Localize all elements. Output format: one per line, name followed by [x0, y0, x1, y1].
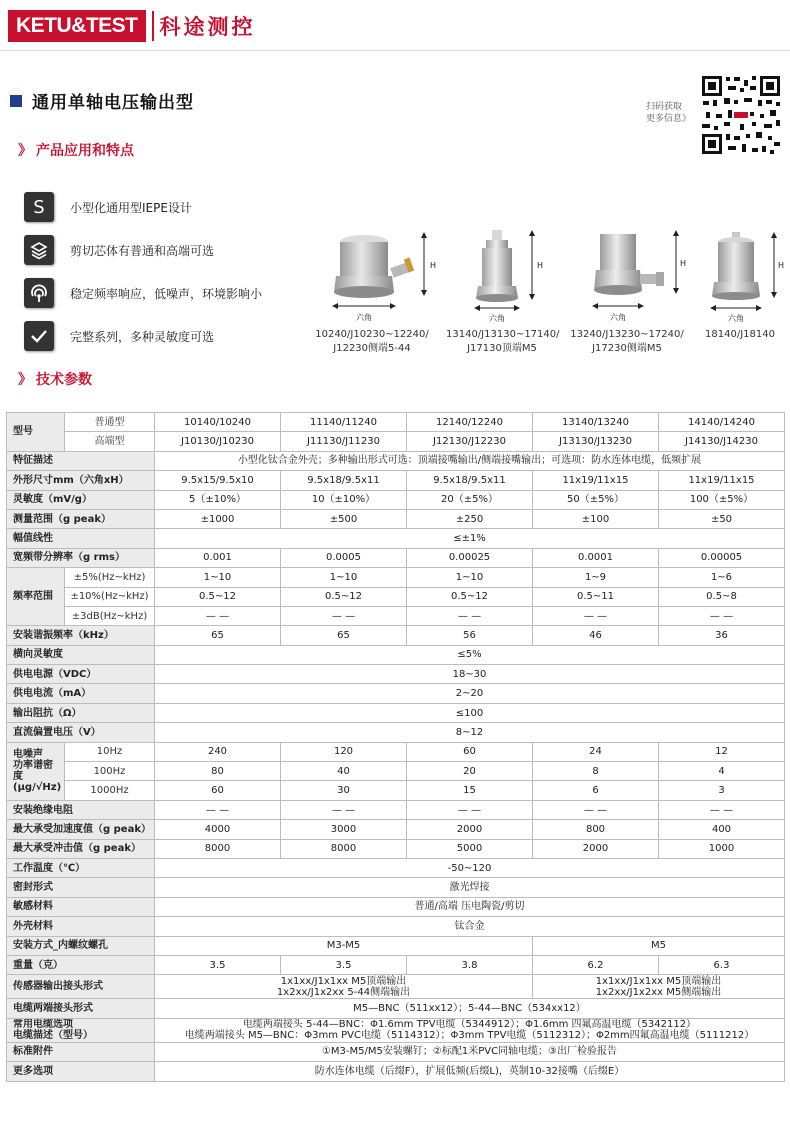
checkmark-icon — [24, 321, 54, 351]
table-cell: 0.5~11 — [533, 587, 659, 606]
product-13140-top — [446, 228, 558, 356]
row-label: 频率范围 — [7, 568, 65, 626]
table-cell: 11x19/11x15 — [659, 471, 785, 490]
sub-label: 100Hz — [65, 762, 155, 781]
table-row — [7, 703, 785, 722]
table-cell: 激光焊接 — [155, 878, 785, 897]
table-cell: 5000 — [407, 839, 533, 858]
table-cell: 6.2 — [533, 955, 659, 974]
table-cell: 2000 — [407, 820, 533, 839]
row-label: 安装谐振频率（kHz） — [7, 626, 155, 645]
noise-label-line3: (μg/√Hz) — [13, 782, 62, 794]
table-row — [7, 471, 785, 490]
brand-name-en: KETU&TEST — [8, 10, 146, 42]
table-row — [7, 820, 785, 839]
table-cell: 6.3 — [659, 955, 785, 974]
hex-dimension-label: 六角 — [489, 314, 505, 323]
row-label: 供电电源（VDC） — [7, 665, 155, 684]
table-row — [7, 975, 785, 999]
table-cell: 防水连体电缆（后缀F），扩展低频(后缀L)，英制10-32接嘴（后缀E） — [155, 1062, 785, 1081]
table-cell: — — — [407, 606, 533, 625]
cable-option-line1: 电缆两端接头 5-44—BNC：Φ1.6mm TPV电缆（5344912）；Φ1.6mm 四氟高温电缆（5342112） — [242, 1019, 697, 1031]
table-cell: 8 — [533, 762, 659, 781]
table-row — [7, 897, 785, 916]
table-row — [7, 999, 785, 1018]
table-cell — [155, 1018, 785, 1042]
row-label: 幅值线性 — [7, 529, 155, 548]
table-row — [7, 955, 785, 974]
sub-label: ±10%(Hz~kHz) — [65, 587, 155, 606]
table-cell: 10（±10%） — [281, 490, 407, 509]
height-dimension-label: H — [778, 261, 785, 270]
table-cell: 240 — [155, 742, 281, 761]
section-specs-heading — [18, 369, 92, 389]
table-cell: ①M3-M5/M5安装螺钉；②标配1米PVC同轴电缆；③出厂检验报告 — [155, 1042, 785, 1061]
table-row — [7, 936, 785, 955]
table-row — [7, 509, 785, 528]
table-cell: 11140/11240 — [281, 413, 407, 432]
connector-line1: 1x1xx/J1x1xx M5顶端输出 — [595, 975, 722, 987]
feature-item — [24, 278, 262, 308]
table-cell: 4000 — [155, 820, 281, 839]
product-18140-top — [694, 228, 786, 342]
row-label: 标准附件 — [7, 1042, 155, 1061]
product-13240-side — [566, 228, 688, 356]
table-cell: 5（±10%） — [155, 490, 281, 509]
table-cell: 65 — [281, 626, 407, 645]
row-label: 输出阻抗（Ω） — [7, 703, 155, 722]
table-row — [7, 858, 785, 877]
table-cell — [533, 975, 785, 999]
table-row — [7, 1018, 785, 1042]
table-cell: 钛合金 — [155, 917, 785, 936]
table-cell: 100（±5%） — [659, 490, 785, 509]
feature-item — [24, 235, 214, 265]
table-cell: ±500 — [281, 509, 407, 528]
letter-s-icon — [24, 192, 54, 222]
table-cell: — — — [281, 800, 407, 819]
table-cell: J10130/J10230 — [155, 432, 281, 451]
qr-code-icon[interactable] — [700, 74, 782, 156]
table-row — [7, 665, 785, 684]
row-label: 最大承受冲击值（g peak） — [7, 839, 155, 858]
table-cell: 30 — [281, 781, 407, 800]
row-label: 供电电流（mA） — [7, 684, 155, 703]
table-cell: 0.0001 — [533, 548, 659, 567]
row-label: 工作温度（℃） — [7, 858, 155, 877]
chevron-right-icon: 》 — [18, 143, 32, 159]
table-cell: 36 — [659, 626, 785, 645]
table-cell: 3 — [659, 781, 785, 800]
table-cell: 400 — [659, 820, 785, 839]
table-cell: 1~10 — [407, 568, 533, 587]
table-cell: 0.001 — [155, 548, 281, 567]
table-cell: 3.5 — [281, 955, 407, 974]
row-label: 传感器输出接头形式 — [7, 975, 155, 999]
table-cell: J14130/J14230 — [659, 432, 785, 451]
sensor-top-connector-image — [694, 228, 786, 324]
row-label: 外形尺寸mm（六角xH） — [7, 471, 155, 490]
product-caption — [694, 328, 786, 342]
feature-item — [24, 192, 192, 222]
hex-dimension-label: 六角 — [610, 313, 626, 322]
table-cell: 11x19/11x15 — [533, 471, 659, 490]
hex-dimension-label: 六角 — [356, 313, 372, 322]
table-cell: 1~10 — [281, 568, 407, 587]
row-label: 更多选项 — [7, 1062, 155, 1081]
table-cell: ≤100 — [155, 703, 785, 722]
connector-line1: 1x1xx/J1x1xx M5顶端输出 — [280, 975, 407, 987]
product-caption — [566, 328, 688, 356]
noise-label-line2: 功率谱密度 — [13, 760, 53, 783]
product-caption-line2: J17130顶端M5 — [467, 343, 537, 354]
feature-text: 稳定频率响应，低噪声，环境影响小 — [70, 286, 263, 301]
table-cell: — — — [533, 800, 659, 819]
table-cell: ≤5% — [155, 645, 785, 664]
svg-text:S: S — [33, 197, 45, 218]
table-cell: 小型化钛合金外壳；多种输出形式可选：顶端接嘴输出/侧端接嘴输出；可选项：防水连体电缆，低频扩展 — [155, 451, 785, 470]
row-label: 外壳材料 — [7, 917, 155, 936]
table-cell: 1~6 — [659, 568, 785, 587]
header-divider — [0, 50, 790, 51]
table-cell: M5 — [533, 936, 785, 955]
table-cell: 12 — [659, 742, 785, 761]
table-cell: — — — [155, 800, 281, 819]
table-cell — [155, 975, 533, 999]
table-cell: 46 — [533, 626, 659, 645]
row-label: 型号 — [7, 413, 65, 452]
sub-label: 1000Hz — [65, 781, 155, 800]
table-cell: 0.5~12 — [407, 587, 533, 606]
table-cell: 60 — [407, 742, 533, 761]
brand-divider — [152, 11, 154, 41]
table-cell: — — — [407, 800, 533, 819]
chevron-right-icon: 》 — [18, 372, 32, 388]
height-dimension-label: H — [430, 261, 437, 270]
feature-text: 完整系列，多种灵敏度可选 — [70, 329, 215, 344]
table-row — [7, 568, 785, 587]
table-cell: ≤±1% — [155, 529, 785, 548]
table-cell: 1~9 — [533, 568, 659, 587]
table-cell: -50~120 — [155, 858, 785, 877]
table-cell: 0.5~12 — [281, 587, 407, 606]
sub-label: 10Hz — [65, 742, 155, 761]
table-cell: — — — [659, 606, 785, 625]
qr-hint-line2: 更多信息》 — [646, 114, 692, 124]
row-label: 特征描述 — [7, 451, 155, 470]
row-label: 密封形式 — [7, 878, 155, 897]
table-row — [7, 413, 785, 432]
section-features-title: 产品应用和特点 — [36, 143, 134, 159]
row-label: 灵敏度（mV/g） — [7, 490, 155, 509]
cable-option-line2: 电缆两端接头 M5—BNC：Φ3mm PVC电缆（5114312）；Φ3mm TPV电缆（5112312）；Φ2mm四氟高温电缆（5111212） — [184, 1030, 755, 1042]
table-cell: J13130/J13230 — [533, 432, 659, 451]
height-dimension-label: H — [537, 261, 544, 270]
height-dimension-label: H — [680, 259, 687, 268]
table-cell: 2000 — [533, 839, 659, 858]
table-cell: 4 — [659, 762, 785, 781]
row-label: 宽频带分辨率（g rms） — [7, 548, 155, 567]
row-label — [7, 742, 65, 800]
table-row — [7, 606, 785, 625]
row-label: 直流偏置电压（V） — [7, 723, 155, 742]
row-label — [7, 1018, 155, 1042]
row-label: 横向灵敏度 — [7, 645, 155, 664]
layers-icon — [24, 235, 54, 265]
table-cell: 1~10 — [155, 568, 281, 587]
table-row — [7, 878, 785, 897]
table-row — [7, 432, 785, 451]
table-cell: — — — [155, 606, 281, 625]
table-cell: 0.5~12 — [155, 587, 281, 606]
table-cell: 10140/10240 — [155, 413, 281, 432]
qr-hint — [646, 101, 691, 125]
table-row — [7, 451, 785, 470]
table-row — [7, 684, 785, 703]
table-row — [7, 1062, 785, 1081]
sub-label: 高端型 — [65, 432, 155, 451]
row-label: 测量范围（g peak） — [7, 509, 155, 528]
table-cell: 8000 — [281, 839, 407, 858]
table-row — [7, 781, 785, 800]
table-cell: 13140/13240 — [533, 413, 659, 432]
feature-item — [24, 321, 214, 351]
table-cell: 1000 — [659, 839, 785, 858]
row-label: 敏感材料 — [7, 897, 155, 916]
connector-line2: 1x2xx/J1x2xx M5侧端输出 — [595, 986, 722, 998]
table-row — [7, 800, 785, 819]
table-row — [7, 490, 785, 509]
product-caption-line1: 10240/J10230~12240/ — [315, 329, 429, 340]
table-row — [7, 626, 785, 645]
table-cell: 24 — [533, 742, 659, 761]
table-cell: M3-M5 — [155, 936, 533, 955]
table-cell: 9.5x18/9.5x11 — [281, 471, 407, 490]
table-row — [7, 1042, 785, 1061]
table-cell: 8000 — [155, 839, 281, 858]
product-caption — [446, 328, 558, 356]
table-row — [7, 917, 785, 936]
table-cell: ±250 — [407, 509, 533, 528]
cable-option-label-line1: 常用电缆选项 — [13, 1019, 73, 1031]
table-cell: 6 — [533, 781, 659, 800]
table-cell: 3000 — [281, 820, 407, 839]
sensor-side-5-44-image — [306, 228, 438, 324]
table-cell: 20（±5%） — [407, 490, 533, 509]
product-caption — [306, 328, 438, 356]
sensor-side-m5-image — [566, 228, 688, 324]
table-cell: 0.00005 — [659, 548, 785, 567]
table-row — [7, 723, 785, 742]
table-cell: — — — [533, 606, 659, 625]
table-cell: 普通/高端 压电陶瓷/剪切 — [155, 897, 785, 916]
page-title-text: 通用单轴电压输出型 — [32, 93, 194, 113]
row-label: 电缆两端接头形式 — [7, 999, 155, 1018]
qr-hint-line1: 扫码获取 — [646, 102, 683, 112]
table-cell: 0.5~8 — [659, 587, 785, 606]
table-cell: 800 — [533, 820, 659, 839]
table-cell: 0.00025 — [407, 548, 533, 567]
table-cell: J11130/J11230 — [281, 432, 407, 451]
product-caption-line2: J17230侧端M5 — [592, 343, 662, 354]
row-label: 最大承受加速度值（g peak） — [7, 820, 155, 839]
table-cell: 8~12 — [155, 723, 785, 742]
table-cell: M5—BNC（511xx12）；5-44—BNC（534xx12） — [155, 999, 785, 1018]
table-row — [7, 529, 785, 548]
table-cell: 14140/14240 — [659, 413, 785, 432]
hex-dimension-label: 六角 — [728, 314, 744, 323]
section-specs-title: 技术参数 — [36, 372, 92, 388]
table-cell: 80 — [155, 762, 281, 781]
sub-label: ±5%(Hz~kHz) — [65, 568, 155, 587]
table-cell: 9.5x15/9.5x10 — [155, 471, 281, 490]
table-cell: 120 — [281, 742, 407, 761]
table-cell: 2~20 — [155, 684, 785, 703]
table-cell: 50（±5%） — [533, 490, 659, 509]
connector-line2: 1x2xx/J1x2xx 5-44侧端输出 — [276, 986, 411, 998]
table-cell: 18~30 — [155, 665, 785, 684]
table-cell: 0.0005 — [281, 548, 407, 567]
table-row — [7, 742, 785, 761]
brand-name-cn: 科途测控 — [159, 15, 256, 39]
sub-label: ±3dB(Hz~kHz) — [65, 606, 155, 625]
cable-option-label-line2: 电缆描述（型号） — [13, 1030, 93, 1042]
table-cell: 3.5 — [155, 955, 281, 974]
table-row — [7, 762, 785, 781]
page-title — [10, 88, 194, 113]
row-label: 安装方式_内螺纹螺孔 — [7, 936, 155, 955]
table-cell: 56 — [407, 626, 533, 645]
product-caption-line1: 18140/J18140 — [705, 329, 775, 340]
sensor-top-m5-image — [446, 228, 558, 324]
product-caption-line1: 13140/J13130~17140/ — [446, 329, 560, 340]
spec-table — [6, 412, 785, 1082]
table-cell: — — — [659, 800, 785, 819]
table-cell: 9.5x18/9.5x11 — [407, 471, 533, 490]
sub-label: 普通型 — [65, 413, 155, 432]
table-cell: — — — [281, 606, 407, 625]
row-label: 重量（克） — [7, 955, 155, 974]
product-10240-side — [306, 228, 438, 356]
product-caption-line1: 13240/J13230~17240/ — [570, 329, 684, 340]
noise-label-line1: 电噪声 — [13, 749, 43, 761]
row-label: 安装绝缘电阻 — [7, 800, 155, 819]
table-row — [7, 645, 785, 664]
table-row — [7, 548, 785, 567]
table-cell: ±100 — [533, 509, 659, 528]
table-row — [7, 587, 785, 606]
feature-text: 剪切芯体有普通和高端可选 — [70, 243, 215, 258]
table-cell: ±1000 — [155, 509, 281, 528]
table-cell: 3.8 — [407, 955, 533, 974]
feature-text: 小型化通用型IEPE设计 — [70, 200, 192, 215]
signal-icon — [24, 278, 54, 308]
table-cell: 20 — [407, 762, 533, 781]
table-cell: 40 — [281, 762, 407, 781]
table-cell: 65 — [155, 626, 281, 645]
table-cell: 12140/12240 — [407, 413, 533, 432]
table-cell: 60 — [155, 781, 281, 800]
table-cell: 15 — [407, 781, 533, 800]
table-cell: J12130/J12230 — [407, 432, 533, 451]
brand-logo — [8, 8, 256, 44]
table-row — [7, 839, 785, 858]
table-cell: ±50 — [659, 509, 785, 528]
title-bullet-icon — [10, 95, 22, 107]
product-caption-line2: J12230侧端5-44 — [333, 343, 411, 354]
section-features-heading — [18, 140, 134, 160]
